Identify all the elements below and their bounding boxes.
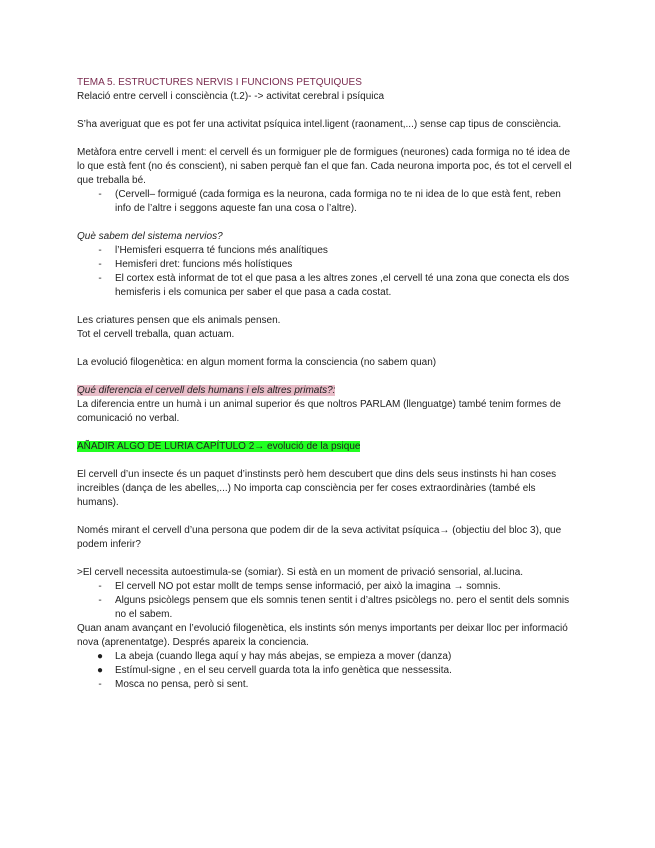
highlight-todo: AÑADIR ALGO DE LURIA CAPÍTULO 2→ evolució de la psique [77,441,361,452]
paragraph-evolution: La evolució filogenètica: en algun moment forma la consciencia (no sabem quan) [77,357,437,368]
paragraph-language: La diferencia entre un humà i un animal superior és que noltros PARLAM (llenguatge) també tenim formes de comunicació no verbal. [77,399,561,424]
list-item [77,258,577,272]
dash-marker: - [98,189,102,200]
list-item-text: Mosca no pensa, però si sent. [115,679,249,690]
list-item [77,272,577,300]
list-item [77,664,577,678]
list-item-text: Estímul-signe , en el seu cervell guarda tota la info genètica que nessessita. [115,665,452,676]
list-item-text: El cortex està informat de tot el que pasa a les altres zones ,el cervell té una zona que conecta els dos hemisferis i els comunica per saber el que pasa a cada costat. [115,273,570,298]
question-nervous-system: Què sabem del sistema nervios? [77,231,223,242]
bullet-marker: ● [96,665,104,676]
bullet-marker: ● [96,651,104,662]
paragraph-whole-brain: Tot el cervell treballa, quan actuam. [77,329,235,340]
paragraph-creatures: Les criatures pensen que els animals pensen. [77,315,281,326]
list-item-text: Alguns psicòlegs pensem que els somnis tenen sentit i d’altres psicòlegs no. pero el sentit dels somnis no el sabem. [115,595,570,620]
paragraph-metaphor: Metàfora entre cervell i ment: el cervell és un formiguer ple de formigues (neurones) cada formiga no té idea de lo que està fent (no és conscient), ni saben perquè fan el que fan. Cada neurona importa poc, és tot el cervell el que treballa bé. [77,147,572,186]
document-page [77,76,577,692]
dash-marker: - [98,595,102,606]
document-title: TEMA 5. ESTRUCTURES NERVIS I FUNCIONS PETQUIQUES [77,77,362,88]
list-item [77,244,577,258]
question-human-difference: Qué diferencia el cervell dels humans i els altres primats?: [77,385,336,396]
list-item [77,188,577,216]
paragraph-consciousness: S’ha averiguat que es pot fer una activitat psíquica intel.ligent (raonament,...) sense cap tipus de consciència. [77,119,562,130]
dash-marker: - [98,245,102,256]
dash-marker: - [98,259,102,270]
paragraph-inference: Només mirant el cervell d’una persona que podem dir de la seva activitat psíquica→ (objectiu del bloc 3), que podem inferir? [77,525,562,550]
list-item-text: Hemisferi dret: funcions més holístiques [115,259,293,270]
paragraph-phylogenetic: Quan anam avançant en l’evolució filogenètica, els instints són menys importants per deixar lloc per informació nova (aprenentatge). Després apareix la conciencia. [77,623,568,648]
dash-marker: - [98,581,102,592]
paragraph-insects: El cervell d’un insecte és un paquet d’instinsts però hem descubert que dins dels seus instinsts hi han coses increibles (dança de les abelles,...) No importa cap consciència per fer coses extraordinàries (també els humans). [77,469,557,508]
list-item-text: (Cervell– formigué (cada formiga es la neurona, cada formiga no te ni idea de lo que està fent, reben info de l’altre i seggons aqueste fan una cosa o l’altre). [115,189,561,214]
list-item [77,678,577,692]
list-item-text: La abeja (cuando llega aquí y hay más abejas, se empieza a mover (danza) [115,651,452,662]
document-subtitle: Relació entre cervell i consciència (t.2)- -> activitat cerebral i psíquica [77,91,385,102]
list-item-text: l’Hemisferi esquerra té funcions més analítiques [115,245,328,256]
paragraph-self-stimulation: >El cervell necessita autoestimula-se (somiar). Si està en un moment de privació sensorial, al.lucina. [77,567,524,578]
dash-marker: - [98,679,102,690]
dash-marker: - [98,273,102,284]
list-item [77,650,577,664]
list-item-text: El cervell NO pot estar mollt de temps sense informació, per això la imagina → somnis. [115,581,501,592]
list-item [77,580,577,594]
list-item [77,594,577,622]
